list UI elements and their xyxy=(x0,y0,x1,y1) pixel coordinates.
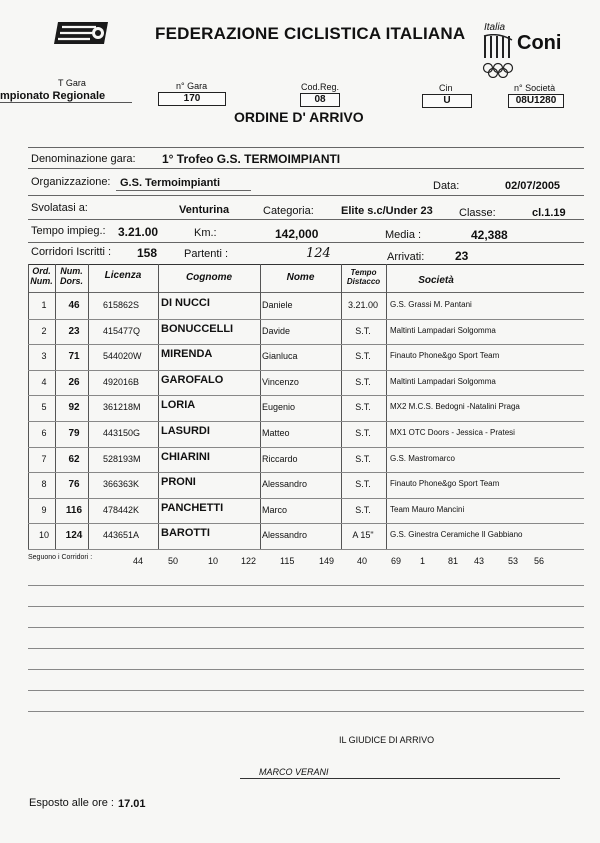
cell-num: 26 xyxy=(68,376,80,388)
cell-cognome: MIRENDA xyxy=(161,348,213,361)
tipo-gara-label: T Gara xyxy=(58,78,86,88)
cell-societa: Maltinti Lampadari Solgomma xyxy=(390,325,496,335)
cell-num: 23 xyxy=(68,325,80,337)
cell-num: 79 xyxy=(68,428,80,439)
cell-nome: Eugenio xyxy=(262,402,296,413)
iscritti-value: 158 xyxy=(137,246,158,260)
cell-ord: 8 xyxy=(41,479,47,490)
cell-nome: Matteo xyxy=(262,428,290,438)
seguono-label: Seguono i Corridori : xyxy=(28,554,93,561)
seguono-number: 44 xyxy=(133,556,144,566)
tipo-gara-value: mpionato Regionale xyxy=(0,90,132,103)
doc-title: ORDINE D' ARRIVO xyxy=(234,109,364,125)
cell-ord: 9 xyxy=(41,504,47,515)
cell-ord: 2 xyxy=(41,325,47,336)
cell-licenza: 615862S xyxy=(103,300,140,310)
cell-ord: 5 xyxy=(41,402,47,413)
tempo-label: Tempo impieg.: xyxy=(31,225,106,237)
cell-num: 116 xyxy=(65,504,83,516)
cell-licenza: 443150G xyxy=(103,428,141,438)
cell-cognome: BONUCCELLI xyxy=(161,322,234,335)
cell-num: 46 xyxy=(68,300,80,311)
cell-societa: Maltinti Lampadari Solgomma xyxy=(390,376,496,386)
categoria-label: Categoria: xyxy=(263,205,314,217)
cell-ord: 1 xyxy=(41,300,47,310)
cell-societa: Finauto Phone&go Sport Team xyxy=(390,479,500,489)
cell-tempo: S.T. xyxy=(355,504,371,515)
header-licenza: Licenza xyxy=(104,270,142,281)
seguono-number: 56 xyxy=(534,556,545,566)
categoria-value: Elite s.c/Under 23 xyxy=(341,205,433,217)
esposto-label: Esposto alle ore : xyxy=(29,797,114,809)
seguono-number: 40 xyxy=(357,556,368,566)
classe-value: cl.1.19 xyxy=(532,207,566,219)
media-value: 42,388 xyxy=(471,228,508,242)
header-num: Num. Dors. xyxy=(59,266,83,286)
cell-licenza: 544020W xyxy=(103,351,142,362)
cell-ord: 10 xyxy=(38,530,49,541)
data-value: 02/07/2005 xyxy=(505,180,561,192)
header-cognome: Cognome xyxy=(185,272,233,283)
seguono-number: 115 xyxy=(280,556,295,566)
seguono-number: 43 xyxy=(474,556,485,566)
cell-licenza: 443651A xyxy=(103,530,140,541)
cell-tempo: S.T. xyxy=(355,325,371,336)
cell-cognome: DI NUCCI xyxy=(161,297,210,309)
header-nome: Nome xyxy=(286,272,315,283)
seguono-number: 122 xyxy=(241,556,257,566)
header-ord: Ord. Num. xyxy=(30,266,53,286)
cell-licenza: 415477Q xyxy=(103,325,141,336)
denominazione-label: Denominazione gara: xyxy=(31,153,136,165)
coni-logo xyxy=(480,20,580,80)
n-societa-label: n° Società xyxy=(514,83,556,93)
iscritti-label: Corridori Iscritti : xyxy=(31,246,112,258)
header-tempo: Tempo Distacco xyxy=(346,268,381,286)
cell-ord: 4 xyxy=(41,376,47,387)
cell-societa: MX1 OTC Doors - Jessica - Pratesi xyxy=(390,428,515,437)
coni-name: Coni xyxy=(517,32,562,54)
cell-licenza: 492016B xyxy=(103,376,140,387)
n-gara-label: n° Gara xyxy=(176,81,208,91)
tempo-value: 3.21.00 xyxy=(118,225,159,239)
cell-cognome: CHIARINI xyxy=(161,450,210,463)
cell-tempo: S.T. xyxy=(355,402,371,413)
denominazione-value: 1° Trofeo G.S. TERMOIMPIANTI xyxy=(162,152,341,166)
cell-nome: Vincenzo xyxy=(262,376,299,387)
cell-tempo: S.T. xyxy=(355,376,371,387)
media-label: Media : xyxy=(385,229,422,241)
cell-nome: Alessandro xyxy=(262,479,308,490)
cell-num: 124 xyxy=(65,530,83,542)
cell-licenza: 528193M xyxy=(103,453,141,464)
seguono-number: 81 xyxy=(448,556,459,566)
seguono-number: 149 xyxy=(319,556,335,566)
cell-cognome: GAROFALO xyxy=(161,373,224,386)
cod-reg-value: 08 xyxy=(300,93,340,107)
cell-tempo: A 15" xyxy=(352,530,374,541)
cell-cognome: PANCHETTI xyxy=(161,501,224,514)
cell-nome: Davide xyxy=(262,325,291,336)
cell-societa: Finauto Phone&go Sport Team xyxy=(390,351,500,361)
seguono-number: 69 xyxy=(391,556,402,566)
arrivati-label: Arrivati: xyxy=(387,251,425,263)
data-label: Data: xyxy=(433,180,460,192)
svolta-label: Svolatasi a: xyxy=(31,202,88,214)
cell-cognome: LASURDI xyxy=(161,425,210,437)
seguono-number: 10 xyxy=(208,556,219,566)
cell-nome: Daniele xyxy=(262,300,293,310)
federation-title: FEDERAZIONE CICLISTICA ITALIANA xyxy=(155,24,466,43)
cell-cognome: PRONI xyxy=(161,476,196,489)
fci-logo xyxy=(52,18,112,48)
cell-nome: Alessandro xyxy=(262,530,308,541)
organizzazione-value: G.S. Termoimpianti xyxy=(120,177,221,189)
cell-nome: Marco xyxy=(262,504,288,515)
cell-tempo: S.T. xyxy=(355,453,371,464)
classe-label: Classe: xyxy=(459,207,496,219)
cell-cognome: LORIA xyxy=(161,399,196,412)
olympic-rings-icon xyxy=(482,62,514,78)
n-societa-value: 08U1280 xyxy=(508,94,564,108)
coni-top-text: Italia xyxy=(484,22,506,33)
cell-num: 92 xyxy=(68,402,80,414)
seguono-number: 50 xyxy=(168,556,179,566)
cell-societa: G.S. Grassi M. Pantani xyxy=(390,300,472,309)
cell-societa: MX2 M.C.S. Bedogni -Natalini Praga xyxy=(390,402,520,412)
giudice-label: IL GIUDICE DI ARRIVO xyxy=(339,735,435,745)
km-value: 142,000 xyxy=(275,227,319,241)
arrivati-value: 23 xyxy=(455,249,469,263)
cin-label: Cin xyxy=(439,83,453,93)
partenti-value: 124 xyxy=(306,246,331,261)
esposto-value: 17.01 xyxy=(118,798,146,810)
cell-licenza: 478442K xyxy=(103,504,140,515)
cell-num: 62 xyxy=(68,453,80,465)
cell-societa: G.S. Ginestra Ceramiche Il Gabbiano xyxy=(390,530,523,540)
cell-ord: 6 xyxy=(41,428,47,438)
cell-societa: Team Mauro Mancini xyxy=(390,504,465,514)
cell-nome: Riccardo xyxy=(262,453,298,464)
organizzazione-label: Organizzazione: xyxy=(31,176,111,188)
cell-licenza: 366363K xyxy=(103,479,140,490)
cell-tempo: S.T. xyxy=(355,479,371,490)
cell-tempo: 3.21.00 xyxy=(347,300,379,310)
svolta-value: Venturina xyxy=(179,204,230,216)
cell-tempo: S.T. xyxy=(355,351,371,362)
cod-reg-label: Cod.Reg. xyxy=(301,82,340,92)
cell-nome: Gianluca xyxy=(262,351,298,362)
seguono-number: 1 xyxy=(420,556,426,566)
cell-licenza: 361218M xyxy=(103,402,141,413)
cell-num: 76 xyxy=(68,479,80,491)
cell-tempo: S.T. xyxy=(355,428,371,438)
cell-ord: 7 xyxy=(41,453,47,464)
header-societa: Società xyxy=(418,275,454,286)
seguono-number: 53 xyxy=(508,556,519,566)
flag-icon xyxy=(482,34,516,60)
n-gara-value: 170 xyxy=(158,92,226,106)
km-label: Km.: xyxy=(194,227,217,239)
cell-cognome: BAROTTI xyxy=(161,527,210,540)
cell-num: 71 xyxy=(68,351,80,363)
cell-ord: 3 xyxy=(41,351,47,362)
giudice-name: MARCO VERANI xyxy=(259,767,329,777)
partenti-label: Partenti : xyxy=(184,248,229,260)
cin-value: U xyxy=(422,94,472,108)
cell-societa: G.S. Mastromarco xyxy=(390,453,455,463)
